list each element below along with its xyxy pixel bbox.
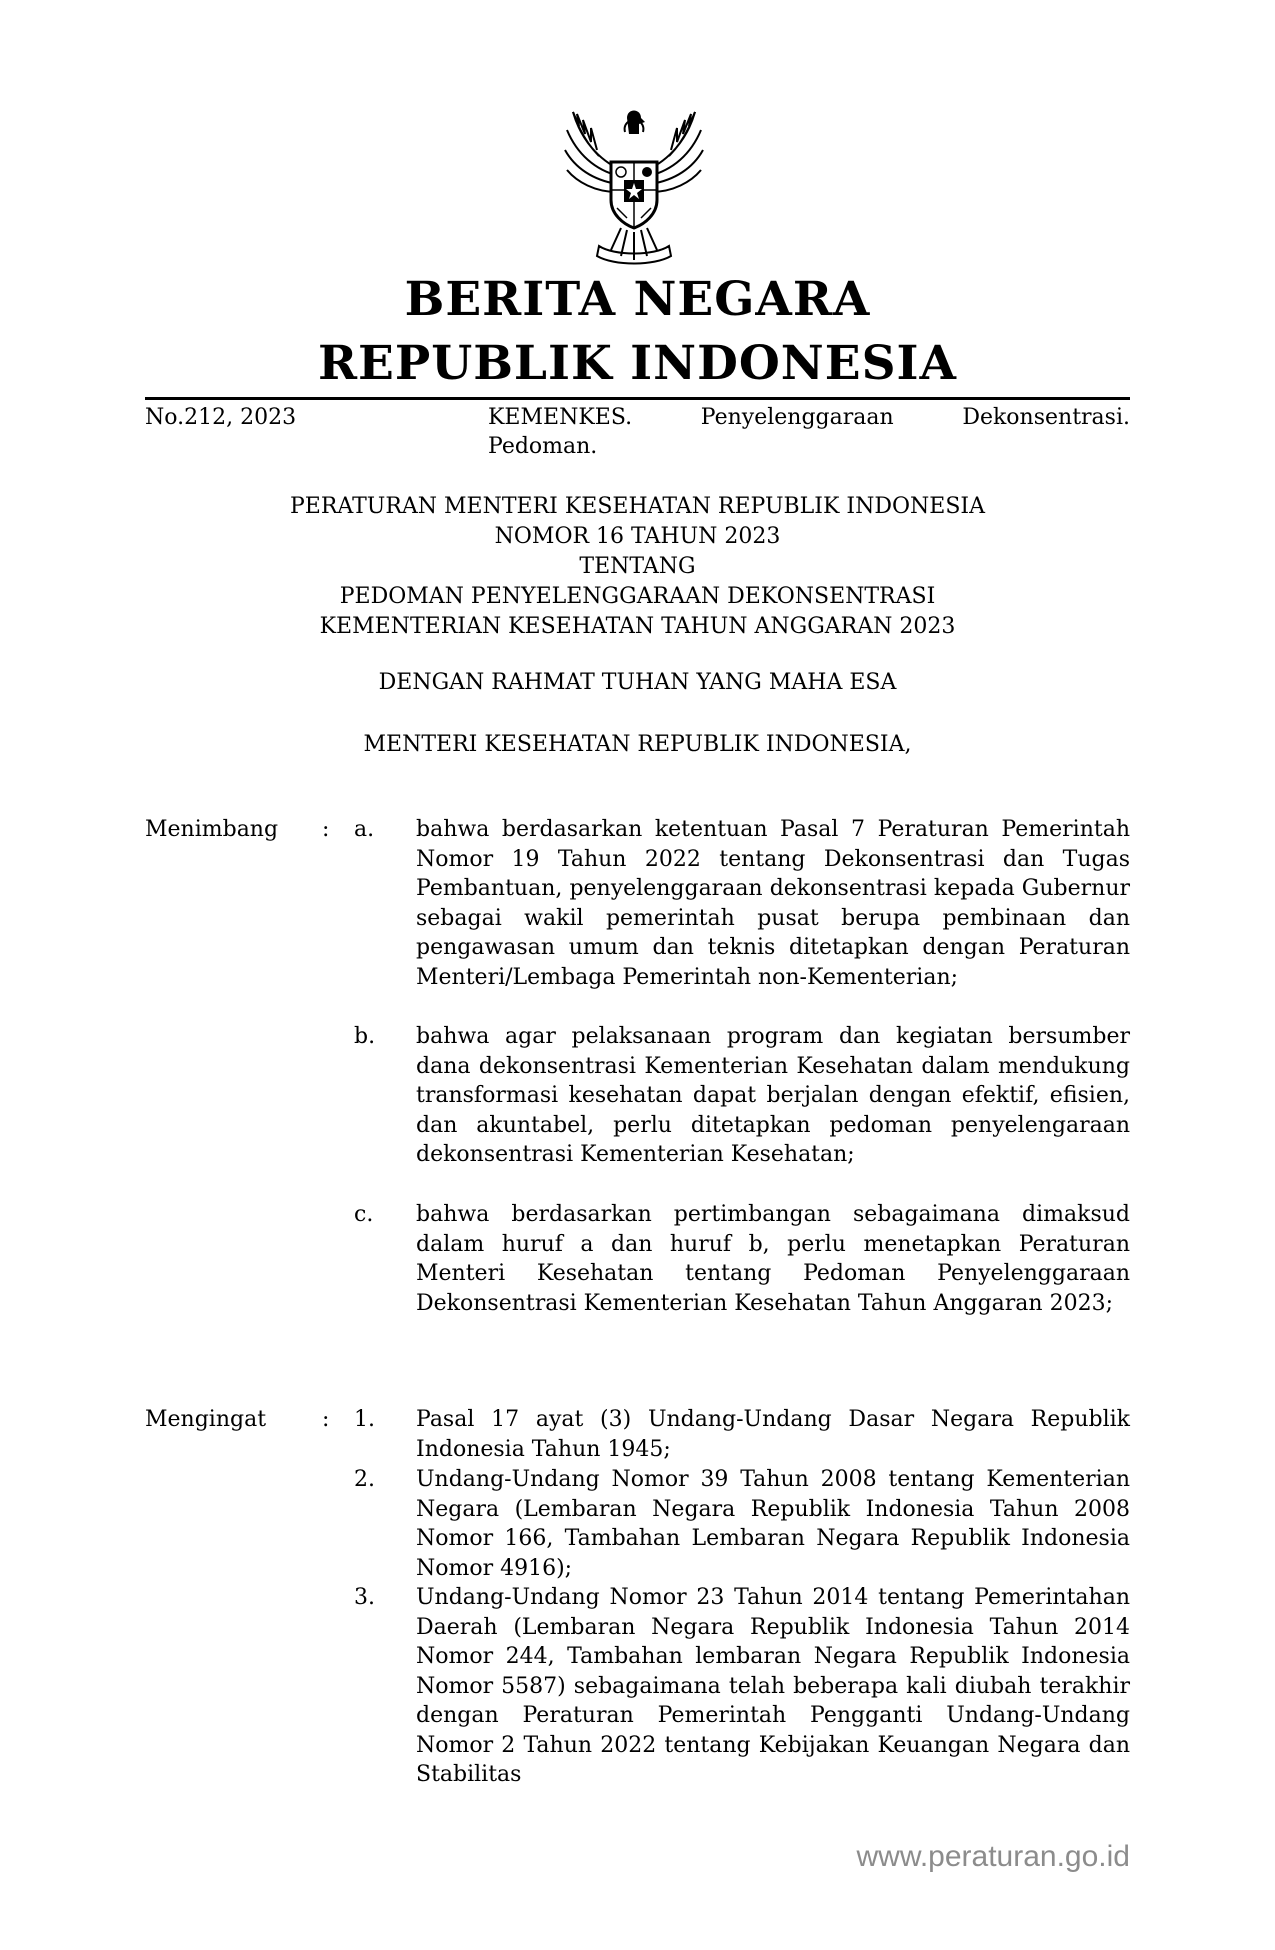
mengingat-colon: :	[322, 1407, 330, 1432]
list-marker: a.	[354, 817, 375, 842]
gazette-subject-word: Penyelenggaraan	[700, 405, 894, 430]
menimbang-item-b: bahwa agar pelaksanaan program dan kegiatan bersumber dana dekonsentrasi Kementerian Kesehatan dalam mendukung transformasi kesehatan dapat berjalan dengan efektif, efisien, dan akuntabel, perlu ditetapkan pedoman penyelengaraan dekonsentrasi Kementerian Kesehatan;	[416, 1024, 1130, 1167]
mengingat-label: Mengingat	[145, 1407, 267, 1432]
footer-url-link[interactable]: www.peraturan.go.id	[856, 1840, 1130, 1873]
list-marker: 3.	[354, 1585, 375, 1610]
regulation-subject-2: KEMENTERIAN KESEHATAN TAHUN ANGGARAN 2023	[319, 614, 956, 639]
regulation-number: NOMOR 16 TAHUN 2023	[494, 524, 781, 549]
invocation: DENGAN RAHMAT TUHAN YANG MAHA ESA	[378, 670, 897, 695]
regulation-subject-1: PEDOMAN PENYELENGGARAAN DEKONSENTRASI	[339, 584, 936, 609]
gazette-subject-word: KEMENKES.	[488, 405, 633, 430]
gazette-subject-word: Dekonsentrasi.	[962, 405, 1130, 430]
mengingat-item-1: Pasal 17 ayat (3) Undang-Undang Dasar Negara Republik Indonesia Tahun 1945;	[416, 1407, 1130, 1462]
list-marker: 1.	[354, 1407, 375, 1432]
mengingat-item-3: Undang-Undang Nomor 23 Tahun 2014 tentang Pemerintahan Daerah (Lembaran Negara Republik Indonesia Tahun 2014 Nomor 244, Tambahan lembaran Negara Republik Indonesia Nomor 5587) sebagaimana telah beberapa kali diubah terakhir dengan Peraturan Pemerintah Pengganti Undang-Undang Nomor 2 Tahun 2022 tentang Kebijakan Keuangan Negara dan Stabilitas	[416, 1585, 1130, 1787]
gazette-number: No.212, 2023	[145, 405, 297, 430]
list-marker: c.	[354, 1202, 374, 1227]
garuda-emblem-icon	[559, 100, 709, 268]
menimbang-label: Menimbang	[145, 817, 279, 842]
masthead-title: BERITA NEGARA	[404, 272, 871, 327]
menimbang-item-a: bahwa berdasarkan ketentuan Pasal 7 Peraturan Pemerintah Nomor 19 Tahun 2022 tentang Dekonsentrasi dan Tugas Pembantuan, penyelenggaraan dekonsentrasi kepada Gubernur sebagai wakil pemerintah pusat berupa pembinaan dan pengawasan umum dan teknis ditetapkan dengan Peraturan Menteri/Lembaga Pemerintah non-Kementerian;	[416, 817, 1130, 990]
gazette-subject-line2: Pedoman.	[488, 434, 598, 459]
mengingat-item-2: Undang-Undang Nomor 39 Tahun 2008 tentang Kementerian Negara (Lembaran Negara Republik Indonesia Tahun 2008 Nomor 166, Tambahan Lembaran Negara Republik Indonesia Nomor 4916);	[416, 1467, 1130, 1581]
gazette-subject-line1	[488, 403, 1130, 433]
masthead-subtitle: REPUBLIK INDONESIA	[317, 336, 957, 391]
masthead-divider	[145, 397, 1130, 400]
issuer: MENTERI KESEHATAN REPUBLIK INDONESIA,	[363, 732, 912, 757]
regulation-about: TENTANG	[579, 554, 696, 579]
regulation-heading	[145, 492, 1130, 642]
list-marker: b.	[354, 1024, 376, 1049]
menimbang-item-c: bahwa berdasarkan pertimbangan sebagaimana dimaksud dalam huruf a dan huruf b, perlu menetapkan Peraturan Menteri Kesehatan tentang Pedoman Penyelenggaraan Dekonsentrasi Kementerian Kesehatan Tahun Anggaran 2023;	[416, 1202, 1130, 1316]
list-marker: 2.	[354, 1467, 375, 1492]
menimbang-colon: :	[322, 817, 330, 842]
regulation-title: PERATURAN MENTERI KESEHATAN REPUBLIK INDONESIA	[290, 494, 985, 519]
